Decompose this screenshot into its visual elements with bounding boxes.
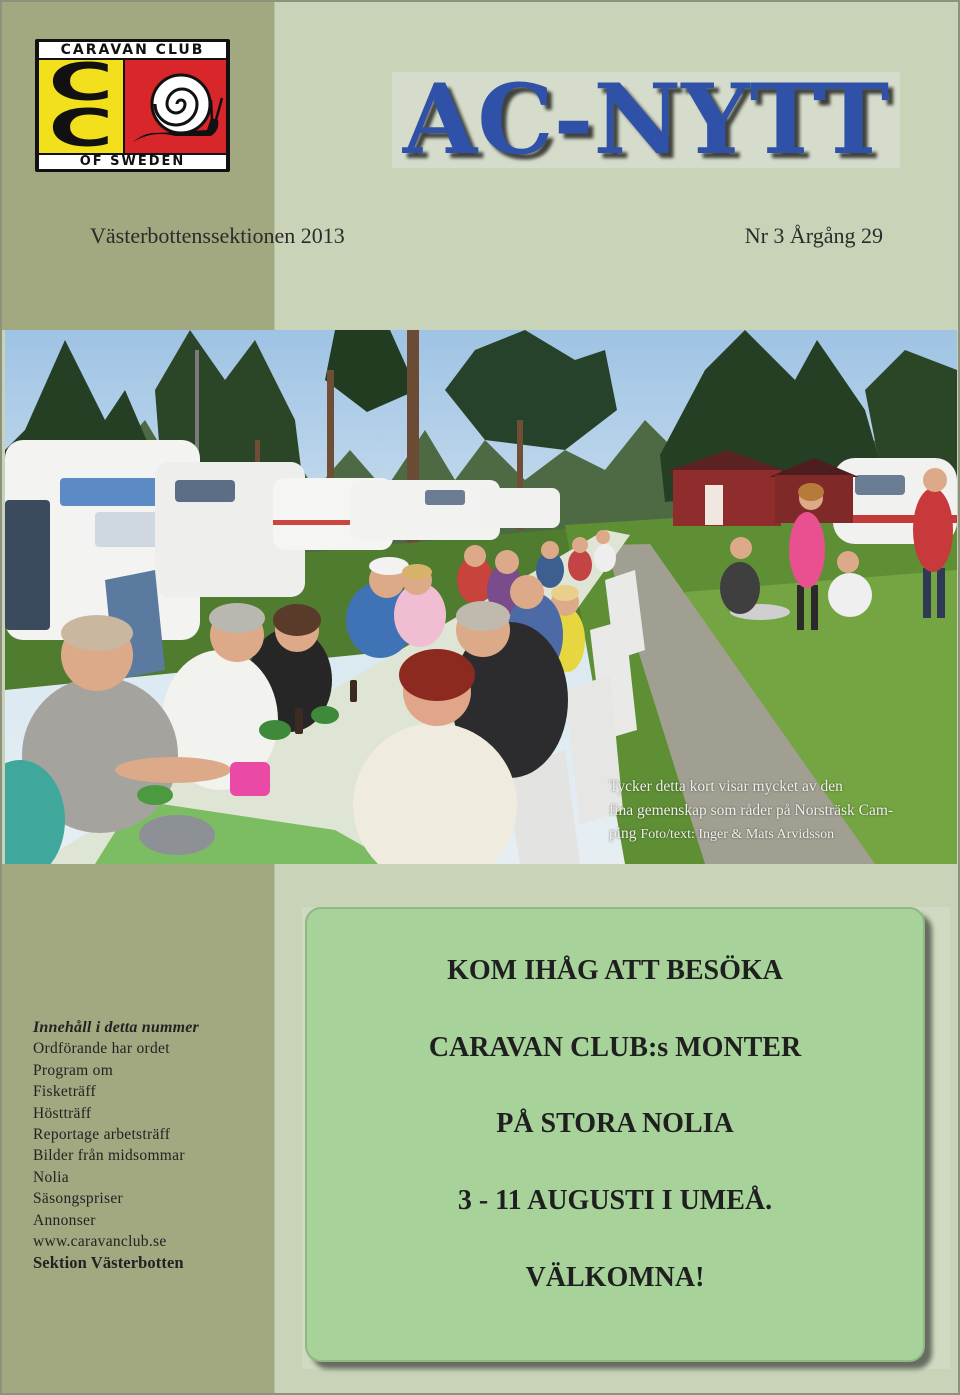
caption-line: fina gemenskap som råder på Norsträsk Cam- — [609, 801, 894, 819]
photo-guest-body — [568, 549, 592, 581]
photo-person-leg — [797, 585, 804, 630]
photo-person-head — [837, 551, 859, 573]
photo-person-body — [789, 512, 825, 588]
photo-guest-hair — [402, 564, 432, 580]
notice-line: 3 - 11 AUGUSTI I UMEÅ. — [457, 1185, 773, 1217]
photo-caravan-window — [855, 475, 905, 495]
snail-antenna — [216, 98, 222, 120]
photo-person-leg — [811, 585, 818, 630]
logo-letter-c: C — [48, 60, 114, 113]
photo-guest-head — [572, 537, 588, 553]
photo-guest-head — [510, 575, 544, 609]
photo-cabin-door — [705, 485, 723, 525]
photo-caption — [609, 775, 893, 847]
contents-heading: Innehåll i detta nummer — [33, 1019, 199, 1036]
snail-icon — [125, 60, 226, 153]
caption-line — [609, 822, 893, 847]
contents-item: Ordförande har ordet — [33, 1040, 170, 1058]
contents-item: Reportage arbetsträff — [33, 1125, 171, 1143]
photo-guest-arm — [115, 757, 231, 783]
photo-plant — [259, 720, 291, 740]
contents-url: www.caravanclub.se — [33, 1232, 167, 1250]
contents-item: Bilder från midsommar — [33, 1147, 185, 1165]
photo-guest-hair — [273, 604, 321, 636]
photo-person-hair — [798, 483, 824, 501]
photo-person-body — [913, 488, 953, 572]
masthead-title: AC-NYTT — [402, 63, 890, 176]
section-name: Västerbottenssektionen 2013 — [90, 223, 345, 248]
photo-person-leg — [923, 568, 931, 618]
caption-line: Tycker detta kort visar mycket av den — [609, 778, 843, 795]
issue-number: Nr 3 Årgång 29 — [744, 223, 883, 248]
contents-item: Fisketräff — [33, 1083, 96, 1101]
photo-caravan — [480, 488, 560, 528]
photo-guest-body — [594, 544, 616, 572]
nolia-notice-box — [305, 907, 925, 1362]
photo-plant — [137, 785, 173, 805]
contents-item: Höstträff — [33, 1104, 92, 1122]
photo-person-head — [730, 537, 752, 559]
photo-person-body — [720, 562, 760, 614]
logo-snail-panel — [125, 60, 226, 153]
photo-credit: Foto/text: Inger & Mats Arvidsson — [640, 827, 835, 842]
photo-person-head — [923, 468, 947, 492]
notice-line: KOM IHÅG ATT BESÖKA — [447, 955, 783, 986]
photo-person-leg — [937, 568, 945, 618]
photo-caravan — [350, 480, 500, 540]
logo-bottom-text: OF SWEDEN — [39, 155, 226, 169]
photo-guest-head — [596, 530, 610, 544]
photo-caravan-door — [5, 500, 50, 630]
contents-item: Annonser — [33, 1211, 96, 1229]
photo-plant — [311, 706, 339, 724]
photo-person-body — [828, 573, 872, 617]
logo-cc-panel — [39, 60, 123, 153]
photo-caravan-window — [175, 480, 235, 502]
photo-guest-head — [464, 545, 486, 567]
photo-guest-head — [495, 550, 519, 574]
photo-guest-head — [541, 541, 559, 559]
snail-antenna — [211, 100, 212, 120]
table-of-contents — [33, 1017, 271, 1274]
photo-pink-bucket — [230, 762, 270, 796]
notice-line: CARAVAN CLUB:s MONTER — [428, 1031, 802, 1063]
contents-item: Program om — [33, 1061, 114, 1079]
logo-letter-c: C — [48, 99, 114, 153]
photo-bottle — [350, 680, 357, 702]
photo-pot — [139, 815, 215, 855]
masthead-title-box — [392, 63, 900, 176]
contents-item: Nolia — [33, 1168, 69, 1186]
contents-item: Säsongspriser — [33, 1190, 124, 1208]
logo-top-text: CARAVAN CLUB — [39, 42, 226, 58]
photo-caravan-window — [425, 490, 465, 505]
caption-line-text: ping — [609, 825, 637, 842]
notice-line: VÄLKOMNA! — [525, 1261, 705, 1293]
photo-guest-hair — [551, 585, 579, 601]
photo-bottle — [295, 708, 303, 734]
photo-guest-hair — [399, 649, 475, 701]
photo-guest-hair — [456, 601, 510, 631]
notice-line: PÅ STORA NOLIA — [496, 1108, 734, 1140]
photo-guest-hair — [61, 615, 133, 651]
contents-footer: Sektion Västerbotten — [33, 1253, 184, 1273]
caravan-club-logo — [35, 39, 230, 172]
photo-guest-hair — [209, 603, 265, 633]
photo-cabin — [673, 470, 781, 526]
